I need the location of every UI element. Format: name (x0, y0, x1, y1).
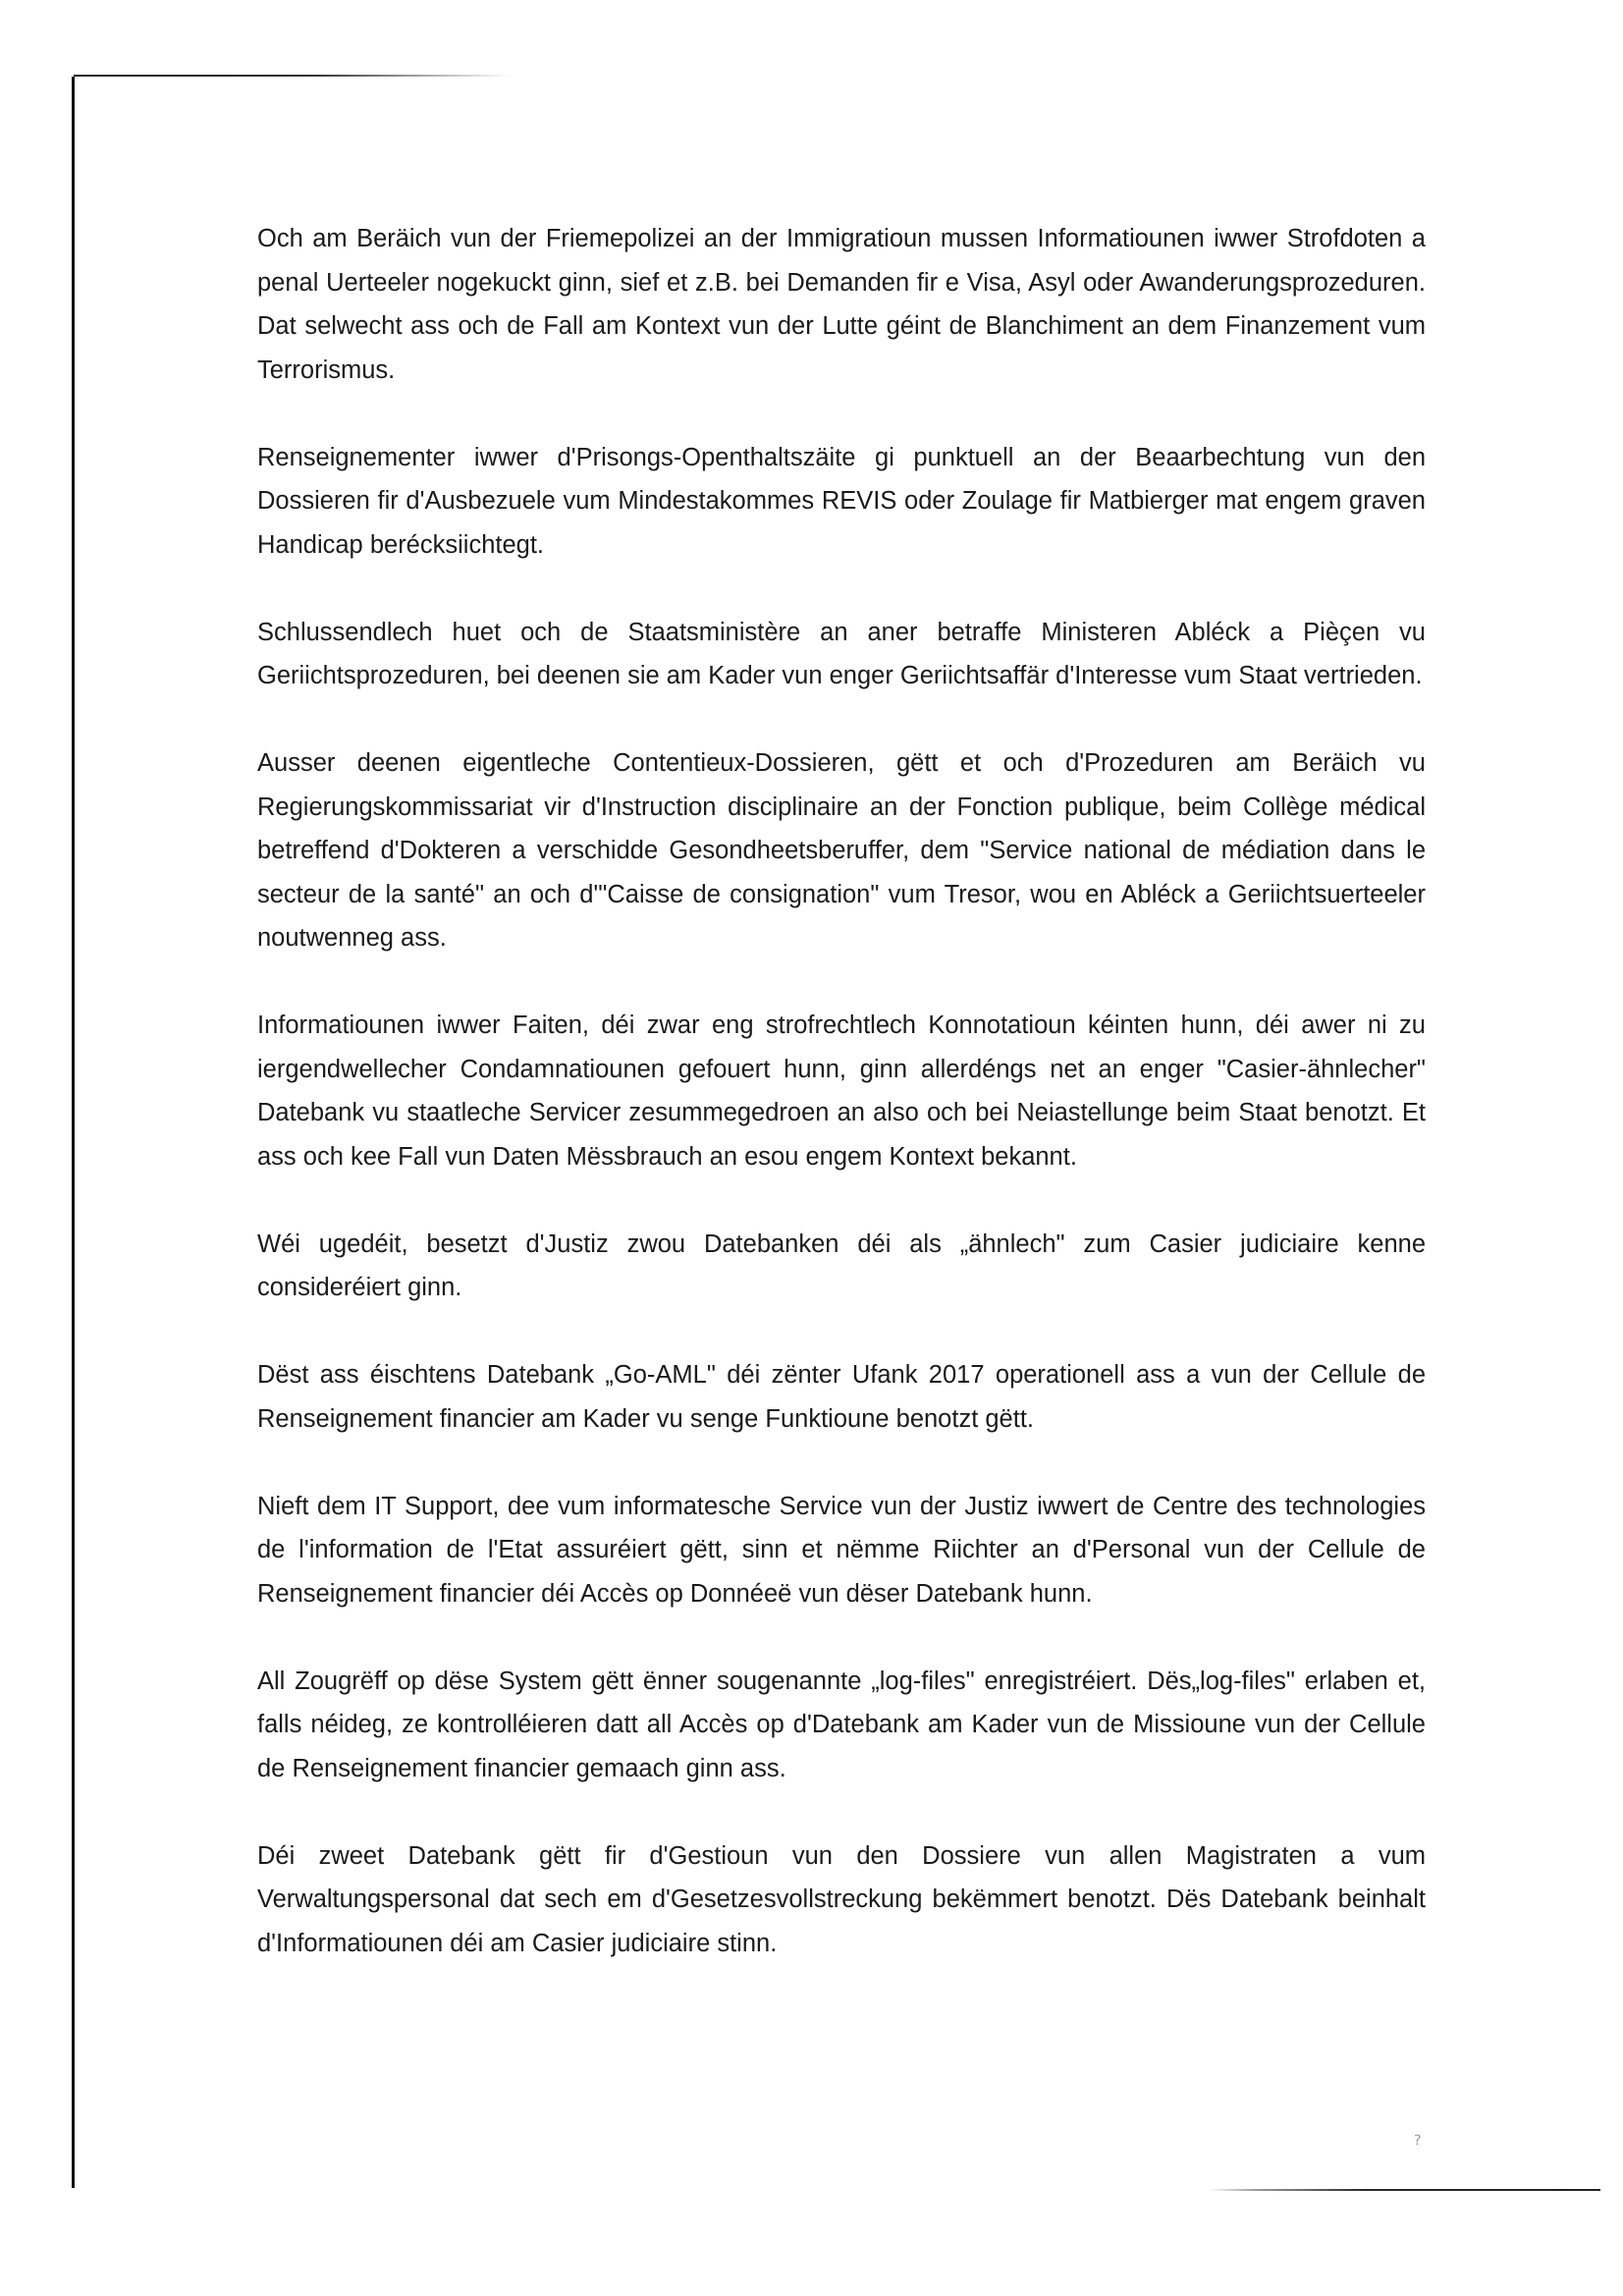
paragraph-it-support: Nieft dem IT Support, dee vum informatesche Service vun der Justiz iwwert de Centre des technologies de l'information de l'Etat assuréiert gëtt, sinn et nëmme Riichter an d'Personal vun der Cellule de Renseignement financier déi Accès op Donnéeë vun dëser Datebank hunn. (257, 1492, 1426, 1608)
scan-border-left (72, 77, 75, 2188)
paragraph-second-database: Déi zweet Datebank gëtt fir d'Gestioun vun den Dossiere vun allen Magistraten a vum Verwaltungspersonal dat sech em d'Gesetzesvollstreckung bekëmmert benotzt. Dës Datebank beinhalt d'Informatiounen déi am Casier judiciaire stinn. (257, 1841, 1426, 1957)
paragraph-prison-stays: Renseignementer iwwer d'Prisongs-Openthaltszäite gi punktuell an der Beaarbechtung vun den Dossieren fir d'Ausbezuele vum Mindestakommes REVIS oder Zoulage fir Matbierger mat engem graven Handicap berécksiichtegt. (257, 443, 1426, 559)
paragraph-casier-like-databases: Informatiounen iwwer Faiten, déi zwar eng strofrechtlech Konnotatioun kéinten hunn, déi awer ni zu iergendwellecher Condamnatiounen gefouert hunn, ginn allerdéngs net an enger "Casier-ähnlecher" Datebank vu staatleche Servicer zesummegedroen an also och bei Neiastellunge beim Staat benotzt. Et ass och kee Fall vun Daten Mëssbrauch an esou engem Kontext bekannt. (257, 1011, 1426, 1171)
paragraph-state-ministry: Schlussendlech huet och de Staatsministère an aner betraffe Ministeren Abléck a Pièçen vu Geriichtsprozeduren, bei deenen sie am Kader vun enger Geriichtsaffär d'Interesse vum Staat vertrieden. (257, 618, 1426, 689)
paragraph-contentieux: Ausser deenen eigentleche Contentieux-Dossieren, gëtt et och d'Prozeduren am Beräich vu Regierungskommissariat vir d'Instruction disciplinaire an der Fonction publique, beim Collège médical betreffend d'Dokteren a verschidde Gesondheetsberuffer, dem "Service national de médiation dans le secteur de la santé" an och d'"Caisse de consignation" vum Tresor, wou en Abléck a Geriichtsuerteeler noutwenneg ass. (257, 749, 1426, 952)
paragraph-immigration: Och am Beräich vun der Friemepolizei an der Immigratioun mussen Informatiounen iwwer Strofdoten a penal Uerteeler nogekuckt ginn, sief et z.B. bei Demanden fir e Visa, Asyl oder Awanderungsprozeduren. Dat selwecht ass och de Fall am Kontext vun der Lutte géint de Blanchiment an dem Finanzement vum Terrorismus. (257, 225, 1426, 384)
document-body (257, 217, 1426, 2009)
paragraph-log-files: All Zougrëff op dëse System gëtt ënner sougenannte „log-files" enregistréiert. Dës„log-files" erlaben et, falls néideg, ze kontrolléieren datt all Accès op d'Datebank am Kader vun de Missioune vun der Cellule de Renseignement financier gemaach ginn ass. (257, 1667, 1426, 1782)
page-mark: ? (1414, 2133, 1422, 2149)
scan-border-bottom (1208, 2189, 1600, 2191)
scan-border-top (74, 75, 511, 77)
paragraph-go-aml: Dëst ass éischtens Datebank „Go-AML" déi zënter Ufank 2017 operationell ass a vun der Cellule de Renseignement financier am Kader vu senge Funktioune benotzt gëtt. (257, 1361, 1426, 1433)
paragraph-two-databases: Wéi ugedéit, besetzt d'Justiz zwou Datebanken déi als „ähnlech" zum Casier judiciaire kenne consideréiert ginn. (257, 1230, 1426, 1301)
